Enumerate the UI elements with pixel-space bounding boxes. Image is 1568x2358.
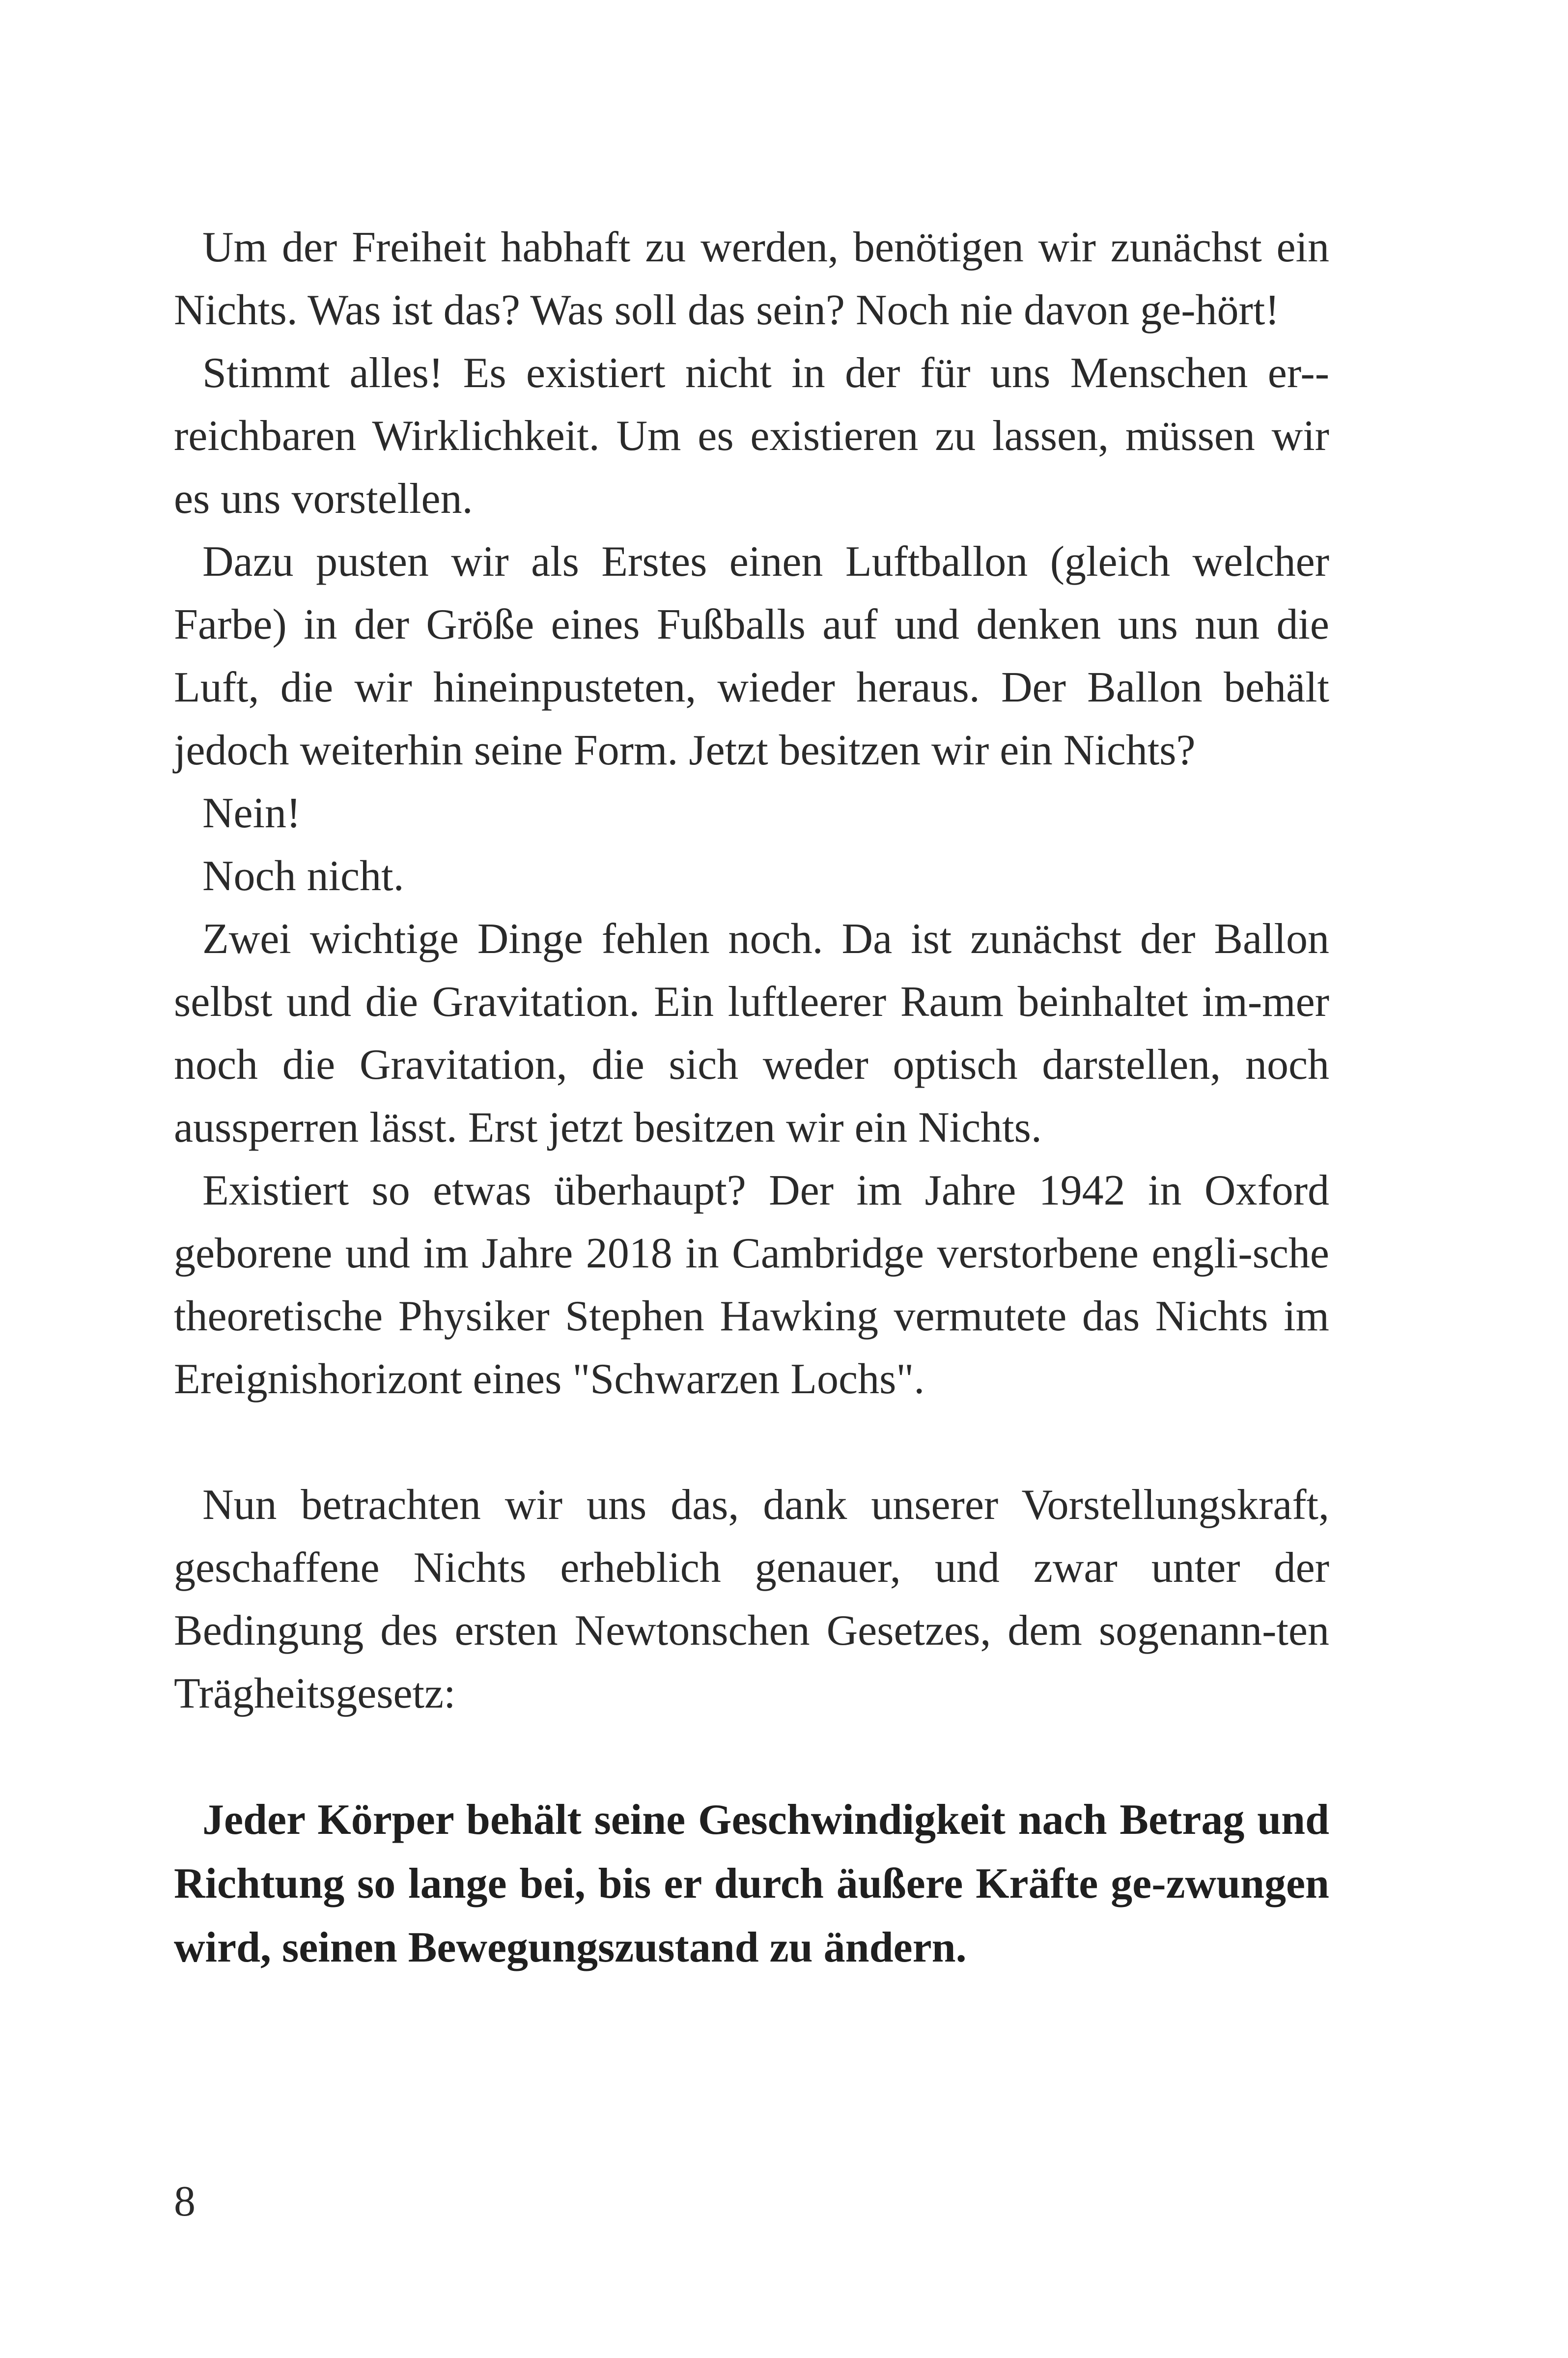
paragraph-stimmt-alles: Stimmt alles! Es existiert nicht in der für uns Menschen er-reichbaren Wirklichkeit. Um es existieren zu lassen, müssen wir es uns vorstellen. bbox=[174, 349, 1329, 523]
paragraph-gravitation: Zwei wichtige Dinge fehlen noch. Da ist zunächst der Ballon selbst und die Gravitation. Ein luftleerer Raum beinhaltet im-mer noch die Gravitation, die sich weder optisch darstellen, noch aussperren lässt. Erst jetzt besitzen wir ein Nichts. bbox=[174, 915, 1329, 1151]
paragraph-nein: Nein! bbox=[202, 789, 301, 837]
page-number: 8 bbox=[174, 2178, 196, 2225]
paragraph-hawking: Existiert so etwas überhaupt? Der im Jahre 1942 in Oxford geborene und im Jahre 2018 in Cambridge verstorbene engli-sche theoretische Physiker Stephen Hawking vermutete das Nichts im Ereignishorizont eines "Schwarzen Lochs". bbox=[174, 1167, 1329, 1403]
section-spacer bbox=[174, 1411, 1329, 1474]
paragraph-traegheitsgesetz: Nun betrachten wir uns das, dank unserer Vorstellungskraft, geschaffene Nichts erheblich genauer, und zwar unter der Bedingung des ersten Newtonschen Gesetzes, dem sogenann-ten Trägheitsgesetz: bbox=[174, 1481, 1329, 1717]
paragraph-luftballon: Dazu pusten wir als Erstes einen Luftballon (gleich welcher Farbe) in der Größe eines Fußballs auf und denken uns nun die Luft, die wir hineinpusteten, wieder heraus. Der Ballon behält jedoch weiterhin seine Form. Jetzt besitzen wir ein Nichts? bbox=[174, 538, 1329, 774]
paragraph-noch-nicht: Noch nicht. bbox=[202, 852, 404, 900]
section-spacer bbox=[174, 1725, 1329, 1788]
body-text bbox=[174, 216, 1329, 1980]
law-statement: Jeder Körper behält seine Geschwindigkeit nach Betrag und Richtung so lange bei, bis er durch äußere Kräfte ge-zwungen wird, seinen Bewegungszustand zu ändern. bbox=[174, 1796, 1329, 1971]
paragraph-freiheit: Um der Freiheit habhaft zu werden, benötigen wir zunächst ein Nichts. Was ist das? Was soll das sein? Noch nie davon ge-hört! bbox=[174, 224, 1329, 334]
